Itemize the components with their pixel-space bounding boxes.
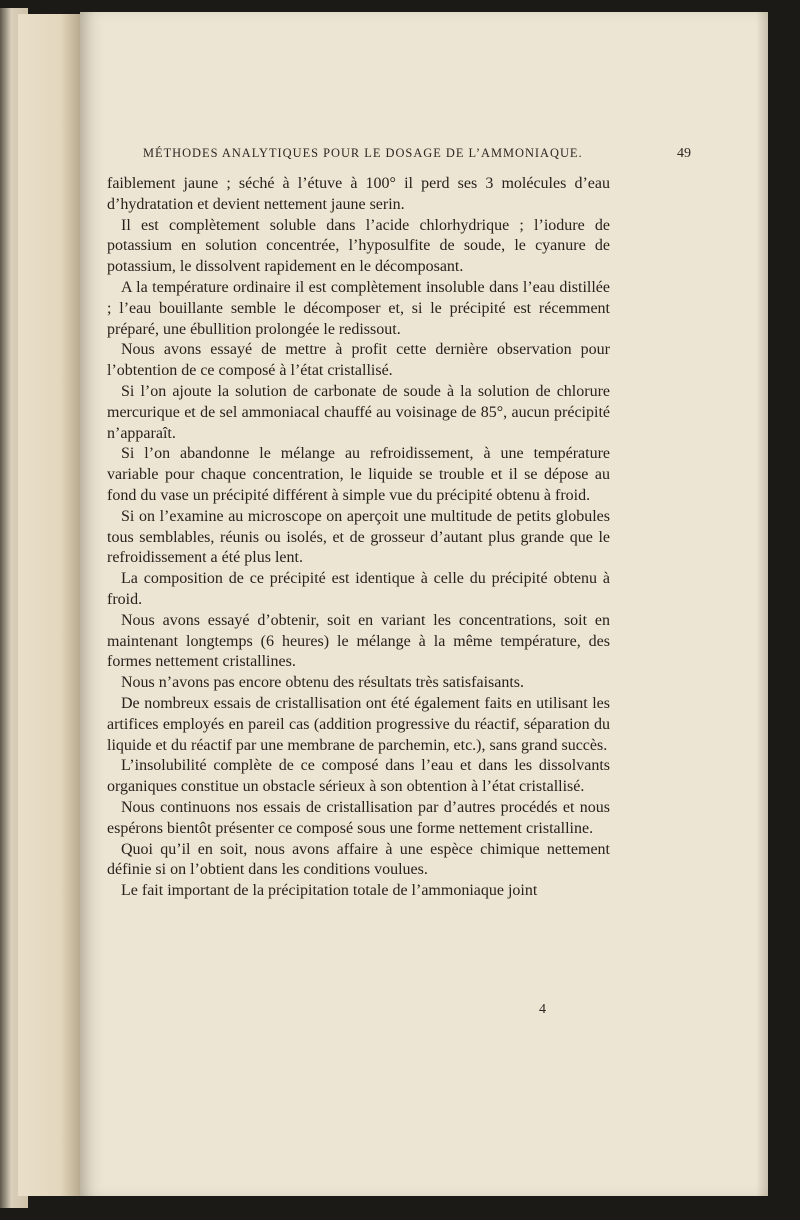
- paragraph: A la température ordinaire il est complètement insoluble dans l’eau distillée ; l’eau bouillante semble le décomposer et, si le précipité est récemment préparé, une ébullition prolongée le redissout.: [107, 278, 610, 338]
- paragraph: La composition de ce précipité est identique à celle du précipité obtenu à froid.: [107, 570, 610, 608]
- facing-page-margin: [18, 14, 88, 1196]
- paragraph: Nous avons essayé d’obtenir, soit en variant les concentrations, soit en maintenant longtemps (6 heures) le mélange à la même température, des formes nettement cristallines.: [107, 611, 610, 671]
- paragraph: faiblement jaune ; séché à l’étuve à 100° il perd ses 3 molécules d’eau d’hydratation et devient nettement jaune serin.: [107, 175, 610, 213]
- book-page: [80, 12, 768, 1196]
- paragraph: Si l’on ajoute la solution de carbonate de soude à la solution de chlorure mercurique et de sel ammoniacal chauffé au voisinage de 85°, aucun précipité n’apparaît.: [107, 382, 610, 442]
- body-text: [107, 174, 610, 902]
- signature-mark: 4: [539, 1002, 546, 1017]
- running-title: MÉTHODES ANALYTIQUES POUR LE DOSAGE DE L’AMMONIAQUE.: [143, 146, 583, 160]
- paragraph: Quoi qu’il en soit, nous avons affaire à une espèce chimique nettement définie si on l’obtient dans les conditions voulues.: [107, 840, 610, 879]
- paragraph: Nous n’avons pas encore obtenu des résultats très satisfaisants.: [121, 674, 525, 692]
- page-number: 49: [677, 146, 691, 161]
- paragraph: Nous continuons nos essais de cristallisation par d’autres procédés et nous espérons bientôt présenter ce composé sous une forme nettement cristalline.: [107, 798, 610, 837]
- paragraph: De nombreux essais de cristallisation ont été également faits en utilisant les artifices employés en pareil cas (addition progressive du réactif, séparation du liquide et du réactif par une membrane de parchemin, etc.), sans grand succès.: [107, 694, 610, 754]
- running-header: [143, 146, 691, 162]
- page-edge-shadow: [756, 12, 768, 1196]
- paragraph: Si l’on abandonne le mélange au refroidissement, à une température variable pour chaque concentration, le liquide se trouble et il se dépose au fond du vase un précipité différent à simple vue du précipité obtenu à froid.: [107, 445, 610, 504]
- paragraph: Le fait important de la précipitation totale de l’ammoniaque joint: [121, 882, 538, 900]
- paragraph: Il est complètement soluble dans l’acide chlorhydrique ; l’iodure de potassium en solution concentrée, l’hyposulfite de soude, le cyanure de potassium, le dissolvent rapidement en le décomposant.: [107, 216, 610, 276]
- paragraph: L’insolubilité complète de ce composé dans l’eau et dans les dissolvants organiques constitue un obstacle sérieux à son obtention à l’état cristallisé.: [107, 757, 610, 796]
- paragraph: Nous avons essayé de mettre à profit cette dernière observation pour l’obtention de ce composé à l’état cristallisé.: [107, 341, 610, 380]
- paragraph: Si on l’examine au microscope on aperçoit une multitude de petits globules tous semblables, réunis ou isolés, et de grosseur d’autant plus grande que le refroidissement a été plus lent.: [107, 507, 610, 567]
